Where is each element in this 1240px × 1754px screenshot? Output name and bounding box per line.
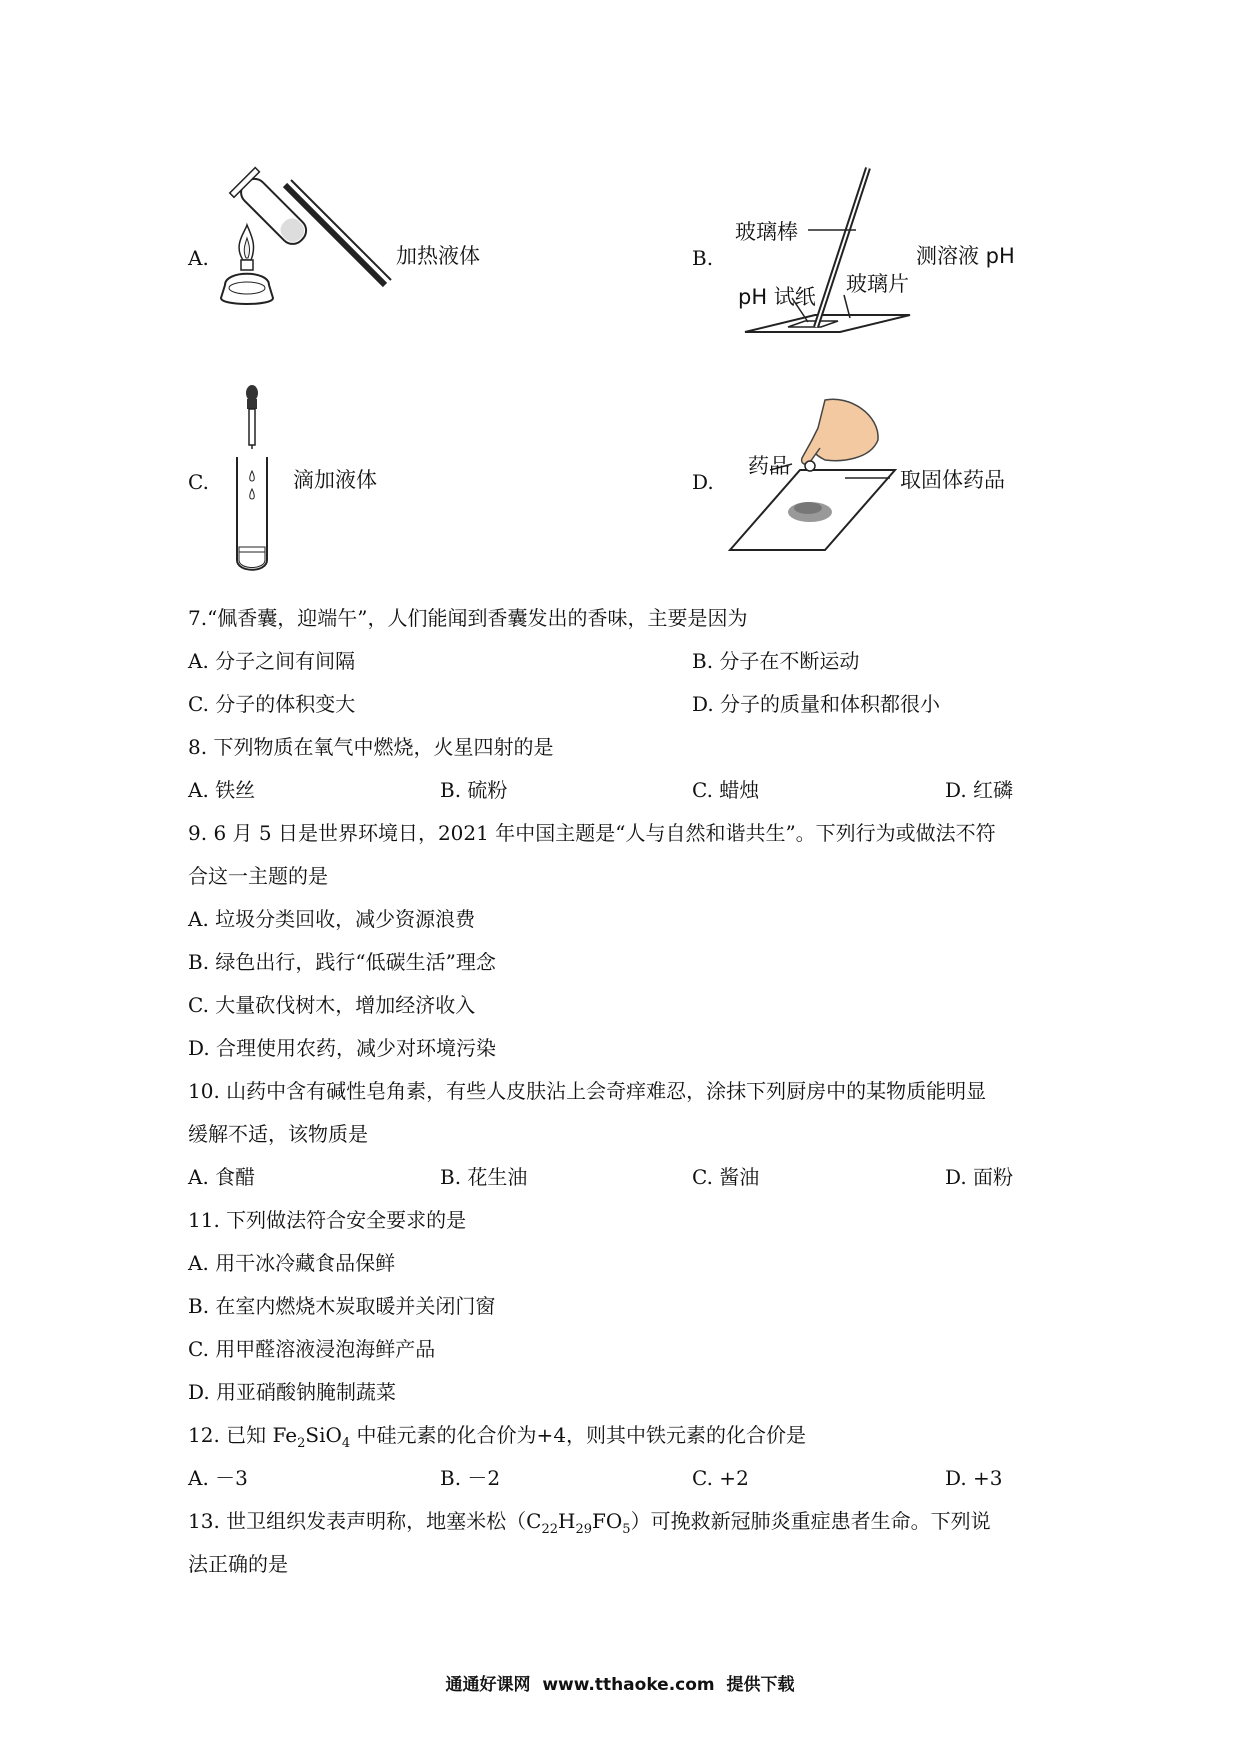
- figure-b-letter: B.: [692, 246, 714, 270]
- figure-a-caption: 加热液体: [396, 244, 480, 268]
- q13-stem-line2: 法正确的是: [188, 1552, 288, 1576]
- figure-c-letter: C.: [188, 470, 209, 494]
- figure-c-caption: 滴加液体: [293, 468, 377, 492]
- q8-option-d: D. 红磷: [945, 778, 1014, 802]
- q12-option-b: B. －2: [440, 1466, 501, 1490]
- label-glass-plate: 玻璃片: [846, 272, 909, 296]
- q11-option-d: D. 用亚硝酸钠腌制蔬菜: [188, 1380, 397, 1404]
- label-ph-paper: pH 试纸: [738, 285, 816, 309]
- q9-option-c: C. 大量砍伐树木，增加经济收入: [188, 993, 476, 1017]
- q12-option-c: C. +2: [692, 1466, 749, 1490]
- q13-h: H: [558, 1509, 576, 1533]
- ph-test-figure: [720, 160, 920, 360]
- q7-option-b: B. 分子在不断运动: [692, 649, 860, 673]
- q7-option-d: D. 分子的质量和体积都很小: [692, 692, 941, 716]
- q13-stem-line1: [188, 1509, 991, 1542]
- figure-d-letter: D.: [692, 470, 714, 494]
- q8-option-a: A. 铁丝: [188, 778, 256, 802]
- q12-option-d: D. +3: [945, 1466, 1003, 1490]
- q12-stem-mid: SiO: [305, 1423, 342, 1447]
- label-glass-rod: 玻璃棒: [735, 220, 798, 244]
- q10-option-d: D. 面粉: [945, 1165, 1014, 1189]
- q12-sub2: 4: [341, 1436, 351, 1451]
- q10-option-b: B. 花生油: [440, 1165, 528, 1189]
- q13-stem-pre: 13. 世卫组织发表声明称，地塞米松（C: [188, 1509, 542, 1533]
- q10-stem-line1: 10. 山药中含有碱性皂角素，有些人皮肤沾上会奇痒难忍，涂抹下列厨房中的某物质能明显: [188, 1079, 987, 1103]
- q11-option-b: B. 在室内燃烧木炭取暖并关闭门窗: [188, 1294, 496, 1318]
- q10-stem-line2: 缓解不适，该物质是: [188, 1122, 368, 1146]
- q10-option-c: C. 酱油: [692, 1165, 760, 1189]
- q13-sub-o: 5: [622, 1522, 631, 1537]
- q13-sub-c: 22: [541, 1522, 559, 1537]
- heating-liquid-figure: [215, 170, 395, 340]
- q8-option-c: C. 蜡烛: [692, 778, 760, 802]
- q8-stem: 8. 下列物质在氧气中燃烧，火星四射的是: [188, 735, 554, 759]
- q12-stem: [188, 1423, 806, 1456]
- q8-option-b: B. 硫粉: [440, 778, 508, 802]
- q9-stem-line2: 合这一主题的是: [188, 864, 328, 888]
- q13-sub-h: 29: [575, 1522, 593, 1537]
- q7-option-a: A. 分子之间有间隔: [188, 649, 356, 673]
- figure-b-caption: 测溶液 pH: [916, 244, 1015, 268]
- q11-option-a: A. 用干冰冷藏食品保鲜: [188, 1251, 396, 1275]
- q9-stem-line1: 9. 6 月 5 日是世界环境日，2021 年中国主题是“人与自然和谐共生”。下列行为或做法不符: [188, 821, 996, 845]
- figure-a-letter: A.: [188, 246, 209, 270]
- q12-stem-pre: 12. 已知 Fe: [188, 1423, 298, 1447]
- q7-option-c: C. 分子的体积变大: [188, 692, 356, 716]
- q13-fo: FO: [592, 1509, 623, 1533]
- q12-sub1: 2: [297, 1436, 306, 1451]
- q9-option-d: D. 合理使用农药，减少对环境污染: [188, 1036, 497, 1060]
- q9-option-a: A. 垃圾分类回收，减少资源浪费: [188, 907, 476, 931]
- label-drug: 药品: [748, 454, 790, 478]
- q11-option-c: C. 用甲醛溶液浸泡海鲜产品: [188, 1337, 436, 1361]
- q12-option-a: A. －3: [188, 1466, 248, 1490]
- q7-stem: 7.“佩香囊，迎端午”，人们能闻到香囊发出的香味，主要是因为: [188, 606, 748, 630]
- q10-option-a: A. 食醋: [188, 1165, 256, 1189]
- page-footer: 通通好课网 www.tthaoke.com 提供下载: [445, 1675, 795, 1695]
- figure-d-caption: 取固体药品: [900, 468, 1005, 492]
- q12-stem-post: 中硅元素的化合价为+4，则其中铁元素的化合价是: [350, 1423, 807, 1447]
- dropper-figure: [232, 385, 272, 575]
- q11-stem: 11. 下列做法符合安全要求的是: [188, 1208, 467, 1232]
- q9-option-b: B. 绿色出行，践行“低碳生活”理念: [188, 950, 496, 974]
- q13-stem-post: ）可挽救新冠肺炎重症患者生命。下列说: [630, 1509, 991, 1533]
